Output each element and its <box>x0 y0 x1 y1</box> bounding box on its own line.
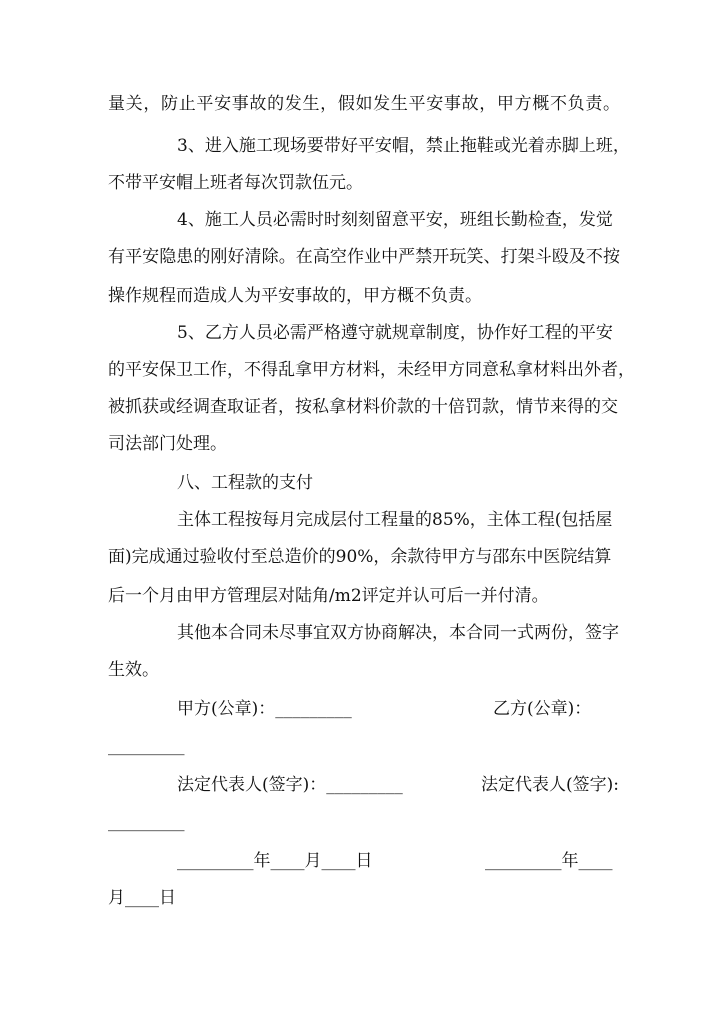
paragraph-line: 主体工程按每月完成层付工程量的85%，主体工程(包括屋 <box>177 510 613 530</box>
paragraph-line: 有平安隐患的刚好清除。在高空作业中严禁开玩笑、打架斗殴及不按 <box>108 247 620 267</box>
party-b-representative-blank: _________ <box>108 812 185 832</box>
paragraph-line: 生效。 <box>108 660 159 680</box>
party-b-seal-blank: _________ <box>108 736 185 756</box>
paragraph-line: 后一个月由甲方管理层对陆角/m2评定并认可后一并付清。 <box>108 586 549 606</box>
paragraph-line: 操作规程而造成人为平安事故的，甲方概不负责。 <box>108 286 482 306</box>
party-b-seal: 乙方(公章)： <box>493 699 592 719</box>
paragraph-line: 其他本合同未尽事宜双方协商解决，本合同一式两份，签字 <box>177 623 619 643</box>
party-a-representative: 法定代表人(签字)：_________ <box>177 775 403 795</box>
party-b-date-continued: 月____日 <box>108 888 176 908</box>
party-b-representative: 法定代表人(签字): <box>481 775 619 795</box>
paragraph-line: 量关，防止平安事故的发生，假如发生平安事故，甲方概不负责。 <box>108 94 620 114</box>
party-a-seal: 甲方(公章)：_________ <box>177 699 352 719</box>
paragraph-line: 不带平安帽上班者每次罚款伍元。 <box>108 173 363 193</box>
paragraph-line: 司法部门处理。 <box>108 434 227 454</box>
party-b-date: _________年____ <box>485 851 613 871</box>
section-heading: 八、工程款的支付 <box>177 473 313 493</box>
paragraph-line: 的平安保卫工作，不得乱拿甲方材料，未经甲方同意私拿材料出外者， <box>108 360 635 380</box>
paragraph-line: 面)完成通过验收付至总造价的90%，余款待甲方与邵东中医院结算 <box>108 547 612 567</box>
paragraph-line: 被抓获或经调查取证者，按私拿材料价款的十倍罚款，情节来得的交 <box>108 397 618 417</box>
paragraph-line: 3、进入施工现场要带好平安帽，禁止拖鞋或光着赤脚上班， <box>177 136 630 156</box>
paragraph-line: 5、乙方人员必需严格遵守就规章制度，协作好工程的平安 <box>177 323 613 343</box>
paragraph-line: 4、施工人员必需时时刻刻留意平安，班组长勤检查，发觉 <box>177 210 613 230</box>
party-a-date: _________年____月____日 <box>177 851 373 871</box>
